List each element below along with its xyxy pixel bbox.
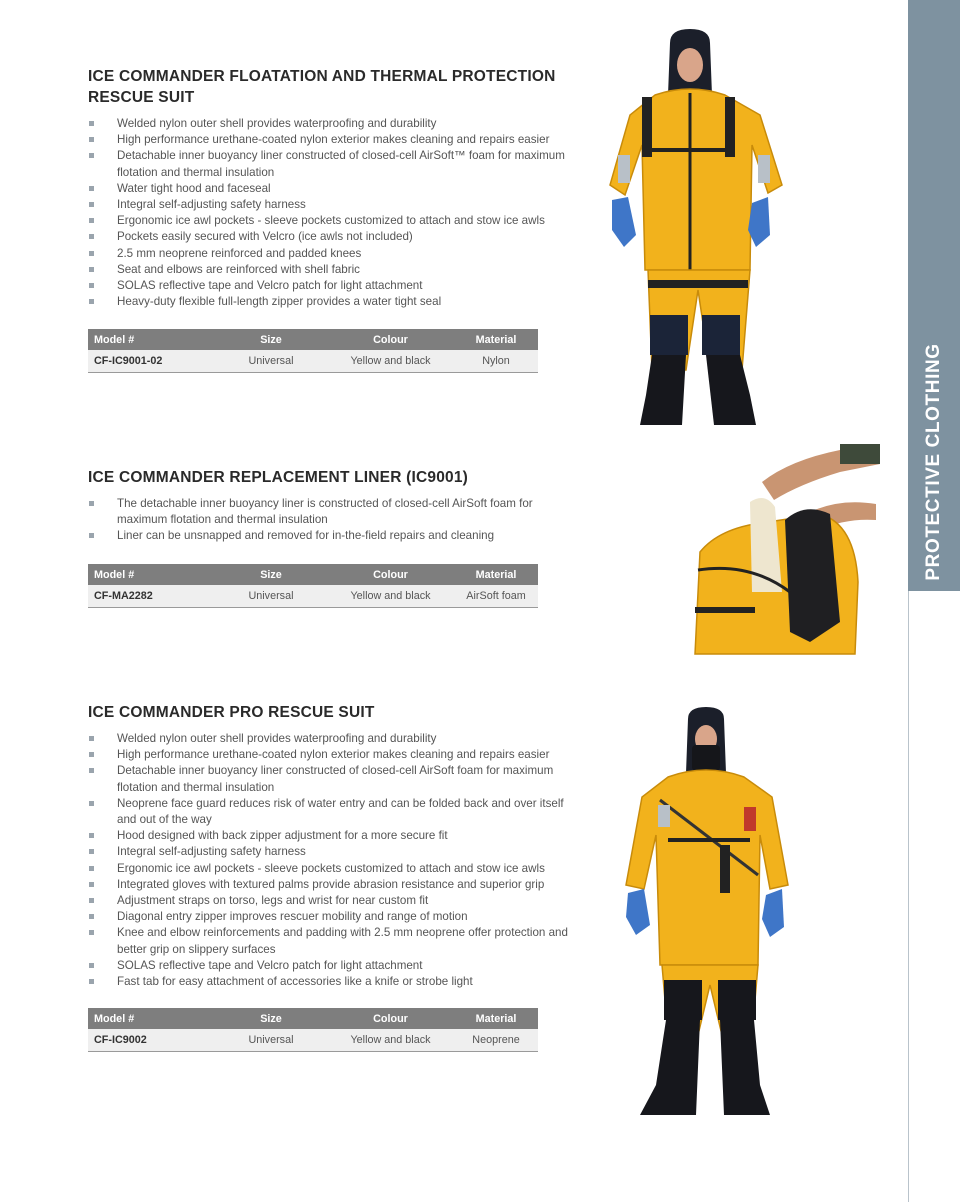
feature-item: High performance urethane-coated nylon exterior makes cleaning and repairs easier <box>88 132 578 148</box>
cell-colour: Yellow and black <box>327 350 454 373</box>
feature-item: Adjustment straps on torso, legs and wrist for near custom fit <box>88 893 578 909</box>
sidebar-label: PROTECTIVE CLOTHING <box>923 343 944 581</box>
col-model: Model # <box>88 329 215 350</box>
col-material: Material <box>454 1008 538 1029</box>
feature-item: Pockets easily secured with Velcro (ice awls not included) <box>88 229 578 245</box>
feature-item: High performance urethane-coated nylon exterior makes cleaning and repairs easier <box>88 747 578 763</box>
feature-item: Ergonomic ice awl pockets - sleeve pockets customized to attach and stow ice awls <box>88 213 578 229</box>
feature-item: Knee and elbow reinforcements and padding with 2.5 mm neoprene offer protection and better grip on slippery surfaces <box>88 925 578 957</box>
cell-colour: Yellow and black <box>327 585 454 608</box>
product-title: ICE COMMANDER FLOATATION AND THERMAL PROTECTION RESCUE SUIT <box>88 68 556 106</box>
cell-size: Universal <box>215 350 327 373</box>
product-section-2 <box>88 467 578 545</box>
table-header-row <box>88 329 538 350</box>
spec-table-1 <box>88 329 538 373</box>
feature-list <box>88 496 578 545</box>
cell-material: Neoprene <box>454 1029 538 1052</box>
product-section-1 <box>88 66 578 310</box>
feature-item: Fast tab for easy attachment of accessories like a knife or strobe light <box>88 974 578 990</box>
col-model: Model # <box>88 1008 215 1029</box>
col-size: Size <box>215 564 327 585</box>
cell-size: Universal <box>215 1029 327 1052</box>
feature-item: Hood designed with back zipper adjustment for a more secure fit <box>88 828 578 844</box>
feature-item: Welded nylon outer shell provides waterproofing and durability <box>88 116 578 132</box>
feature-item: Seat and elbows are reinforced with shell fabric <box>88 262 578 278</box>
spec-table-2 <box>88 564 538 608</box>
col-colour: Colour <box>327 329 454 350</box>
feature-item: Integrated gloves with textured palms provide abrasion resistance and superior grip <box>88 877 578 893</box>
product-title: ICE COMMANDER PRO RESCUE SUIT <box>88 704 375 721</box>
col-colour: Colour <box>327 564 454 585</box>
rescue-suit-photo <box>600 25 795 430</box>
cell-size: Universal <box>215 585 327 608</box>
table-row <box>88 1029 538 1052</box>
col-material: Material <box>454 564 538 585</box>
cell-model: CF-MA2282 <box>88 585 215 608</box>
feature-list <box>88 731 578 990</box>
col-size: Size <box>215 1008 327 1029</box>
col-colour: Colour <box>327 1008 454 1029</box>
pro-rescue-suit-photo <box>620 705 795 1120</box>
product-title: ICE COMMANDER REPLACEMENT LINER (IC9001) <box>88 469 469 486</box>
cell-model: CF-IC9002 <box>88 1029 215 1052</box>
feature-item: Integral self-adjusting safety harness <box>88 844 578 860</box>
cell-material: AirSoft foam <box>454 585 538 608</box>
product-section-3 <box>88 702 578 990</box>
feature-item: Diagonal entry zipper improves rescuer mobility and range of motion <box>88 909 578 925</box>
feature-item: Heavy-duty flexible full-length zipper provides a water tight seal <box>88 294 578 310</box>
feature-item: Neoprene face guard reduces risk of water entry and can be folded back and over itself and out of the way <box>88 796 578 828</box>
table-row <box>88 585 538 608</box>
table-row <box>88 350 538 373</box>
feature-item: The detachable inner buoyancy liner is constructed of closed-cell AirSoft foam for maximum flotation and thermal insulation <box>88 496 578 528</box>
feature-item: Welded nylon outer shell provides waterproofing and durability <box>88 731 578 747</box>
feature-item: Integral self-adjusting safety harness <box>88 197 578 213</box>
feature-item: Detachable inner buoyancy liner constructed of closed-cell AirSoft foam for maximum flotation and thermal insulation <box>88 763 578 795</box>
feature-item: Ergonomic ice awl pockets - sleeve pockets customized to attach and stow ice awls <box>88 861 578 877</box>
cell-colour: Yellow and black <box>327 1029 454 1052</box>
col-size: Size <box>215 329 327 350</box>
table-header-row <box>88 564 538 585</box>
feature-item: 2.5 mm neoprene reinforced and padded knees <box>88 246 578 262</box>
feature-item: SOLAS reflective tape and Velcro patch for light attachment <box>88 958 578 974</box>
table-header-row <box>88 1008 538 1029</box>
cell-model: CF-IC9001-02 <box>88 350 215 373</box>
cell-material: Nylon <box>454 350 538 373</box>
feature-item: Water tight hood and faceseal <box>88 181 578 197</box>
col-material: Material <box>454 329 538 350</box>
liner-photo <box>690 442 880 657</box>
spec-table-3 <box>88 1008 538 1052</box>
feature-list <box>88 116 578 310</box>
feature-item: SOLAS reflective tape and Velcro patch for light attachment <box>88 278 578 294</box>
feature-item: Detachable inner buoyancy liner constructed of closed-cell AirSoft™ foam for maximum flotation and thermal insulation <box>88 148 578 180</box>
feature-item: Liner can be unsnapped and removed for in-the-field repairs and cleaning <box>88 528 578 544</box>
col-model: Model # <box>88 564 215 585</box>
